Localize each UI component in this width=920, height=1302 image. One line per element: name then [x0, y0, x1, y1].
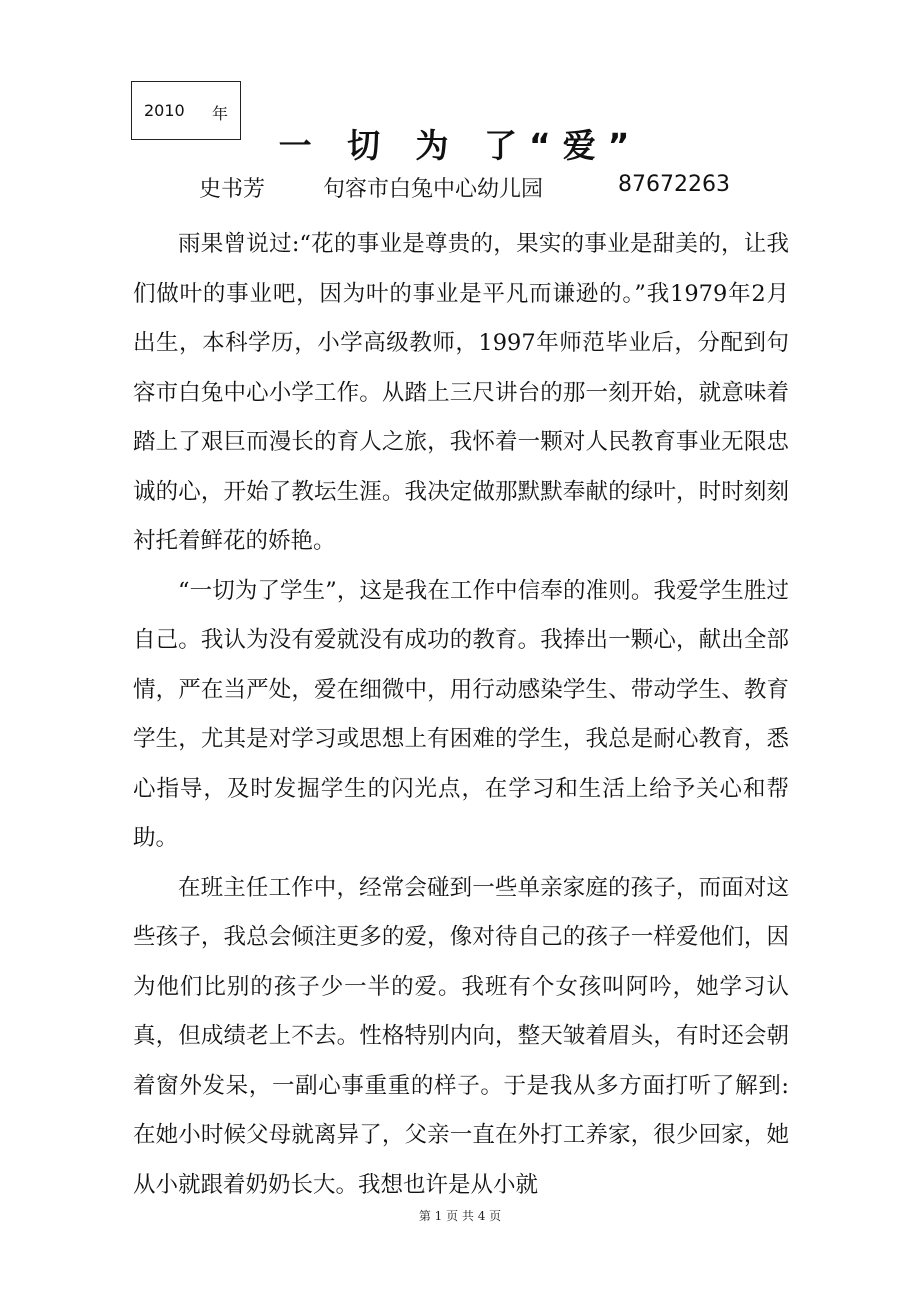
year-unit: 年 [212, 104, 229, 123]
page-title: 一 切 为 了“爱” [278, 126, 642, 165]
article-body [133, 220, 789, 1210]
paragraph-2: “一切为了学生”，这是我在工作中信奉的准则。我爱学生胜过自己。我认为没有爱就没有成功的教育。我捧出一颗心，献出全部情，严在当严处，爱在细微中，用行动感染学生、带动学生、教育学生，尤其是对学习或思想上有困难的学生，我总是耐心教育，悉心指导，及时发掘学生的闪光点，在学习和生活上给予关心和帮助。 [133, 577, 789, 851]
author-name: 史书芳 [199, 177, 266, 202]
paragraph-3: 在班主任工作中，经常会碰到一些单亲家庭的孩子，而面对这些孩子，我总会倾注更多的爱，像对待自己的孩子一样爱他们，因为他们比别的孩子少一半的爱。我班有个女孩叫阿吟，她学习认真，但成绩老上不去。性格特别内向，整天皱着眉头，有时还会朝着窗外发呆，一副心事重重的样子。于是我从多方面打听了解到:在她小时候父母就离异了，父亲一直在外打工养家，很少回家，她从小就跟着奶奶长大。我想也许是从小就 [133, 874, 789, 1198]
organization-name: 句容市白兔中心幼儿园 [323, 177, 544, 202]
paragraph-1: 雨果曾说过:“花的事业是尊贵的，果实的事业是甜美的，让我们做叶的事业吧，因为叶的事业是平凡而谦逊的。”我1979年2月出生，本科学历，小学高级教师，1997年师范毕业后，分配到句容市白兔中心小学工作。从踏上三尺讲台的那一刻开始，就意味着踏上了艰巨而漫长的育人之旅，我怀着一颗对人民教育事业无限忠诚的心，开始了教坛生涯。我决定做那默默奉献的绿叶，时时刻刻衬托着鲜花的娇艳。 [133, 231, 789, 554]
year-number: 2010 [144, 101, 185, 120]
page-footer: 第 1 页 共 4 页 [418, 1209, 502, 1223]
phone-number: 87672263 [618, 172, 730, 197]
